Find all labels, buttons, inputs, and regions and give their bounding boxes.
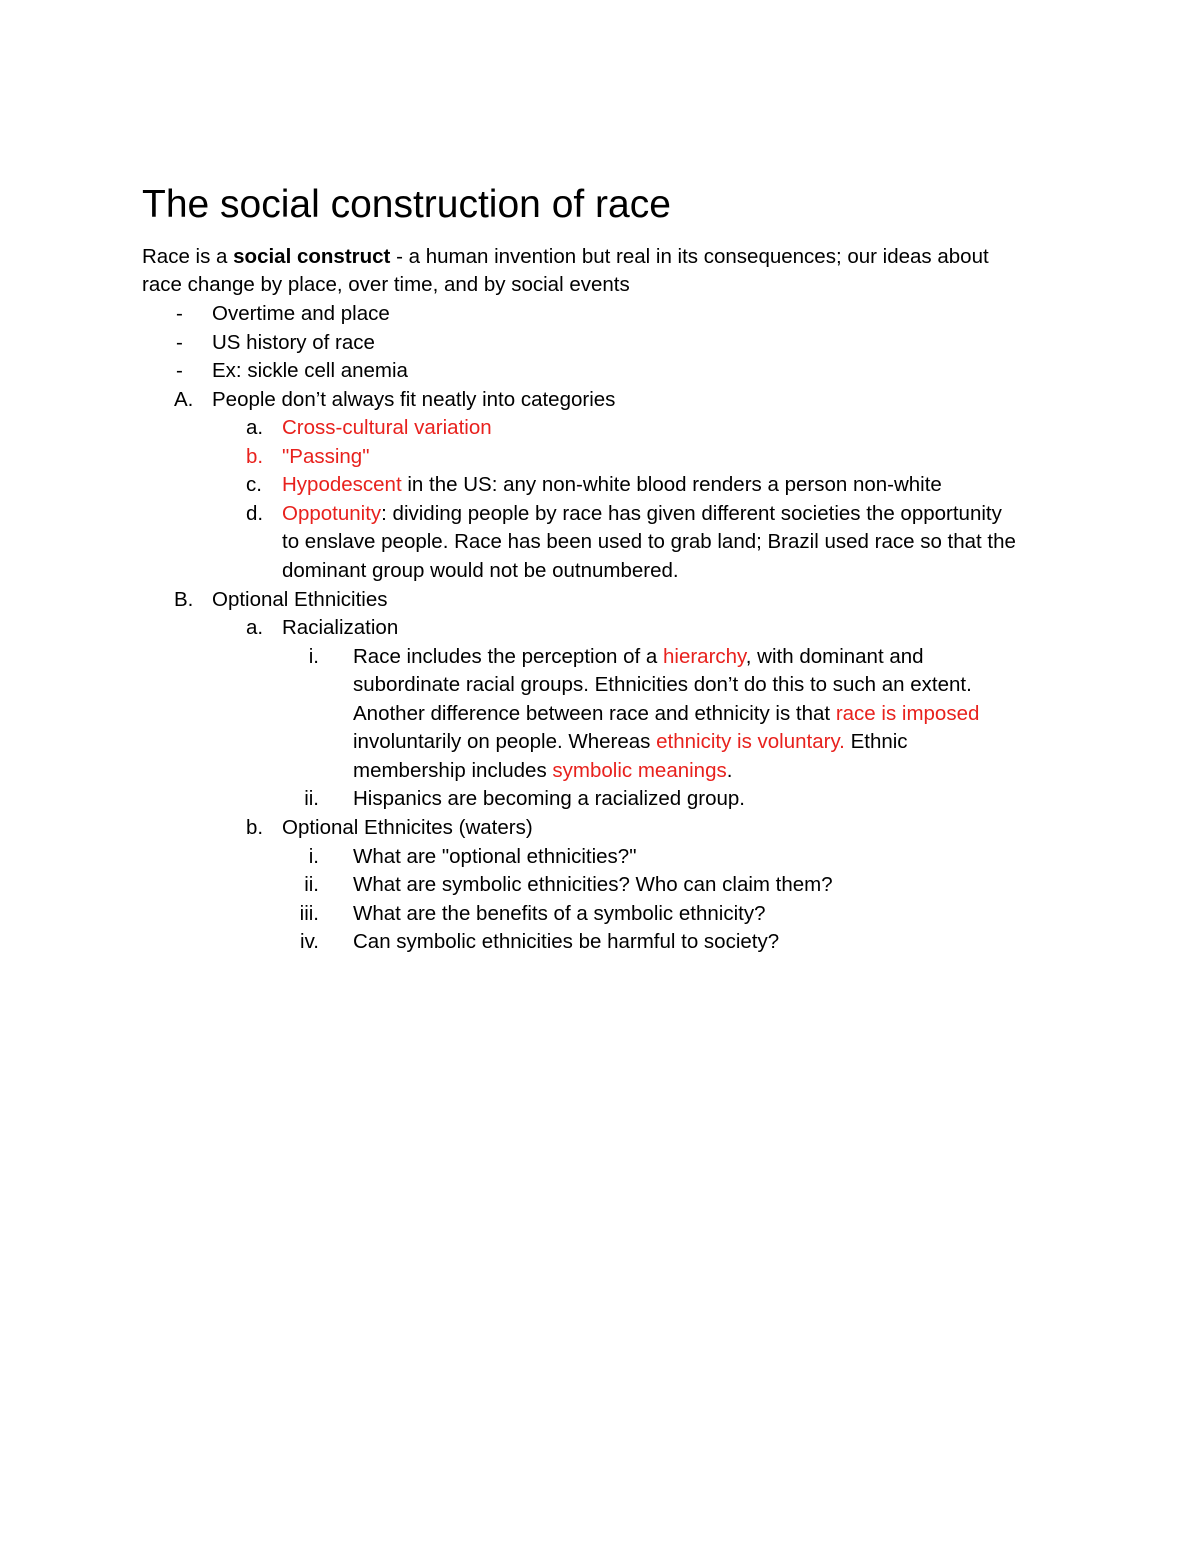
intro-line-2: race change by place, over time, and by social events [142, 273, 630, 296]
red-term: race is imposed [835, 702, 980, 725]
red-term: Hypodescent [282, 473, 402, 496]
section-a-text: People don’t always fit neatly into categories [212, 388, 616, 411]
item-text: . [726, 759, 733, 782]
bold-term-social-construct: social construct [233, 245, 391, 268]
roman-marker: iv. [300, 930, 319, 953]
red-term: symbolic meanings [552, 759, 727, 782]
sub-item-line [353, 643, 924, 672]
roman-marker: i. [308, 845, 319, 868]
item-text: : dividing people by race has given different societies the opportunity [381, 502, 1002, 525]
sub-item-line [353, 700, 979, 729]
roman-marker: ii. [304, 873, 319, 896]
bullet-marker: - [176, 331, 183, 354]
question-item: What are the benefits of a symbolic ethnicity? [353, 902, 766, 925]
list-item-optional-ethnicites: Optional Ethnicites (waters) [282, 816, 533, 839]
bullet-item: Overtime and place [212, 302, 390, 325]
question-item: What are "optional ethnicities?" [353, 845, 637, 868]
item-text: Ethnic [844, 730, 908, 753]
item-text: in the US: any non-white blood renders a person non-white [401, 473, 942, 496]
list-item-line: to enslave people. Race has been used to grab land; Brazil used race so that the [282, 530, 1016, 553]
list-marker: a. [246, 616, 264, 639]
list-item-opportunity [282, 500, 1002, 529]
list-marker: c. [246, 473, 262, 496]
bullet-item: Ex: sickle cell anemia [212, 359, 408, 382]
list-item-racialization: Racialization [282, 616, 399, 639]
list-item-hypodescent [282, 471, 942, 500]
bullet-item: US history of race [212, 331, 375, 354]
roman-marker: i. [308, 645, 319, 668]
item-text: involuntarily on people. Whereas [353, 730, 657, 753]
roman-marker: ii. [304, 787, 319, 810]
intro-text: Race is a [142, 245, 234, 268]
intro-line-1 [142, 243, 989, 272]
page-title: The social construction of race [142, 183, 671, 226]
item-text: Another difference between race and ethnicity is that [353, 702, 836, 725]
sub-item-line: Hispanics are becoming a racialized group. [353, 787, 745, 810]
list-item-line: dominant group would not be outnumbered. [282, 559, 679, 582]
roman-marker: iii. [299, 902, 319, 925]
red-term: hierarchy [662, 645, 746, 668]
list-marker: a. [246, 416, 264, 439]
question-item: Can symbolic ethnicities be harmful to society? [353, 930, 780, 953]
sub-item-line [353, 728, 908, 757]
question-item: What are symbolic ethnicities? Who can claim them? [353, 873, 833, 896]
section-a-marker: A. [174, 388, 194, 411]
red-term: Oppotunity [282, 502, 382, 525]
bullet-marker: - [176, 302, 183, 325]
item-text: membership includes [353, 759, 553, 782]
sub-item-line: subordinate racial groups. Ethnicities don’t do this to such an extent. [353, 673, 972, 696]
list-item-passing: "Passing" [282, 445, 370, 468]
list-item-cross-cultural: Cross-cultural variation [282, 416, 492, 439]
list-marker: b. [246, 816, 264, 839]
list-marker: b. [246, 445, 264, 468]
intro-text: - a human invention but real in its consequences; our ideas about [390, 245, 989, 268]
list-marker: d. [246, 502, 264, 525]
sub-item-line [353, 757, 732, 786]
bullet-marker: - [176, 359, 183, 382]
section-b-marker: B. [174, 588, 194, 611]
red-term: ethnicity is voluntary. [656, 730, 845, 753]
item-text: , with dominant and [745, 645, 924, 668]
item-text: Race includes the perception of a [353, 645, 663, 668]
section-b-text: Optional Ethnicities [212, 588, 388, 611]
